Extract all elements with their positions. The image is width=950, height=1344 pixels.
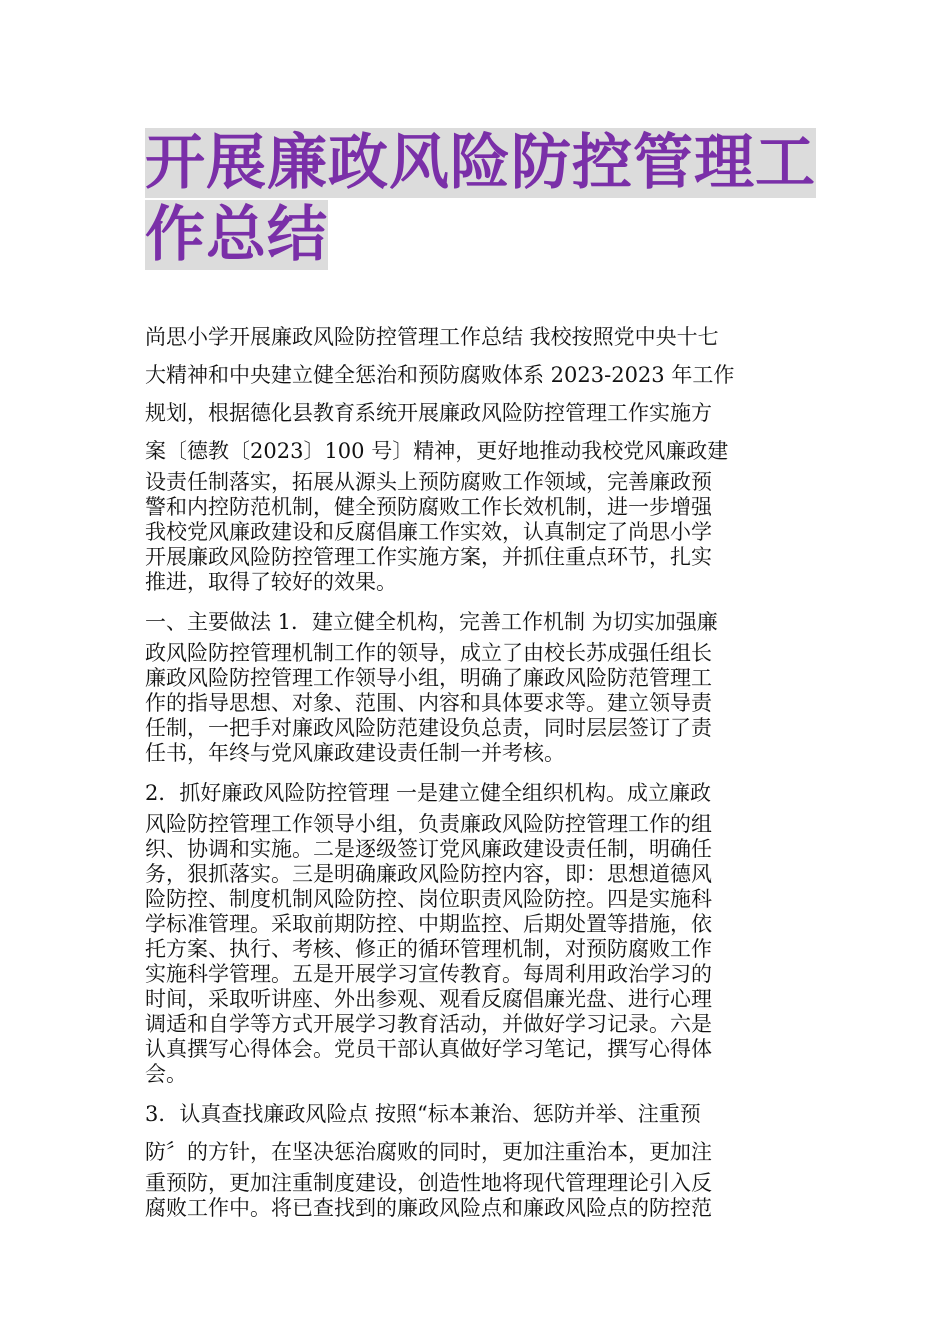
document-title <box>145 128 825 272</box>
text-line: 规划，根据德化县教育系统开展廉政风险防控管理工作实施方 <box>145 401 712 425</box>
text-line: 风险防控管理工作领导小组，负责廉政风险防控管理工作的组 <box>145 812 712 836</box>
text-line: 政风险防控管理机制工作的领导，成立了由校长苏成强任组长 <box>145 641 712 665</box>
text-line: 认真撰写心得体会。党员干部认真做好学习笔记，撰写心得体 <box>145 1037 712 1061</box>
text-line: 腐败工作中。将已查找到的廉政风险点和廉政风险点的防控范 <box>145 1196 712 1220</box>
text-line: 作的指导思想、对象、范围、内容和具体要求等。建立领导责 <box>145 691 712 715</box>
text-line: 务，狠抓落实。三是明确廉政风险防控内容，即：思想道德风 <box>145 862 712 886</box>
text-line: 重预防，更加注重制度建设，创造性地将现代管理理论引入反 <box>145 1171 712 1195</box>
paragraph-intro <box>145 318 805 595</box>
text-line: 尚思小学开展廉政风险防控管理工作总结 我校按照党中央十七 <box>145 325 719 349</box>
text-line: 险防控、制度机制风险防控、岗位职责风险防控。四是实施科 <box>145 887 712 911</box>
title-line-2: 作总结 <box>145 200 328 270</box>
paragraph-section-1 <box>145 603 805 766</box>
text-line: 大精神和中央建立健全惩治和预防腐败体系 2023-2023 年工作 <box>145 363 735 387</box>
text-line: 托方案、执行、考核、修正的循环管理机制，对预防腐败工作 <box>145 937 712 961</box>
text-line: 任书，年终与党风廉政建设责任制一并考核。 <box>145 741 565 765</box>
text-line: 设责任制落实，拓展从源头上预防腐败工作领域，完善廉政预 <box>145 470 712 494</box>
text-line: 学标准管理。采取前期防控、中期监控、后期处置等措施，依 <box>145 912 712 936</box>
text-line: 织、协调和实施。二是逐级签订党风廉政建设责任制，明确任 <box>145 837 712 861</box>
paragraph-section-3 <box>145 1095 805 1221</box>
text-line: 任制，一把手对廉政风险防范建设负总责，同时层层签订了责 <box>145 716 712 740</box>
text-line: 警和内控防范机制，健全预防腐败工作长效机制，进一步增强 <box>145 495 712 519</box>
text-line: 防〞的方针，在坚决惩治腐败的同时，更加注重治本，更加注 <box>145 1140 712 1164</box>
text-line: 时间，采取听讲座、外出参观、观看反腐倡廉光盘、进行心理 <box>145 987 712 1011</box>
text-line: 我校党风廉政建设和反腐倡廉工作实效，认真制定了尚思小学 <box>145 520 712 544</box>
section-heading-line: 一、主要做法 1．建立健全机构，完善工作机制 为切实加强廉 <box>145 610 718 634</box>
paragraph-section-2 <box>145 774 805 1087</box>
section-heading-line: 3．认真查找廉政风险点 按照“标本兼治、惩防并举、注重预 <box>145 1102 701 1126</box>
text-line: 推进，取得了较好的效果。 <box>145 570 397 594</box>
text-line: 会。 <box>145 1062 187 1086</box>
section-heading-line: 2．抓好廉政风险防控管理 一是建立健全组织机构。成立廉政 <box>145 781 712 805</box>
title-line-1: 开展廉政风险防控管理工 <box>145 128 816 198</box>
text-line: 实施科学管理。五是开展学习宣传教育。每周利用政治学习的 <box>145 962 712 986</box>
text-line: 开展廉政风险防控管理工作实施方案，并抓住重点环节，扎实 <box>145 545 712 569</box>
text-line: 廉政风险防控管理工作领导小组，明确了廉政风险防范管理工 <box>145 666 712 690</box>
text-line: 案〔德教〔2023〕100 号〕精神，更好地推动我校党风廉政建 <box>145 439 729 463</box>
text-line: 调适和自学等方式开展学习教育活动，并做好学习记录。六是 <box>145 1012 712 1036</box>
document-body <box>145 318 805 1221</box>
